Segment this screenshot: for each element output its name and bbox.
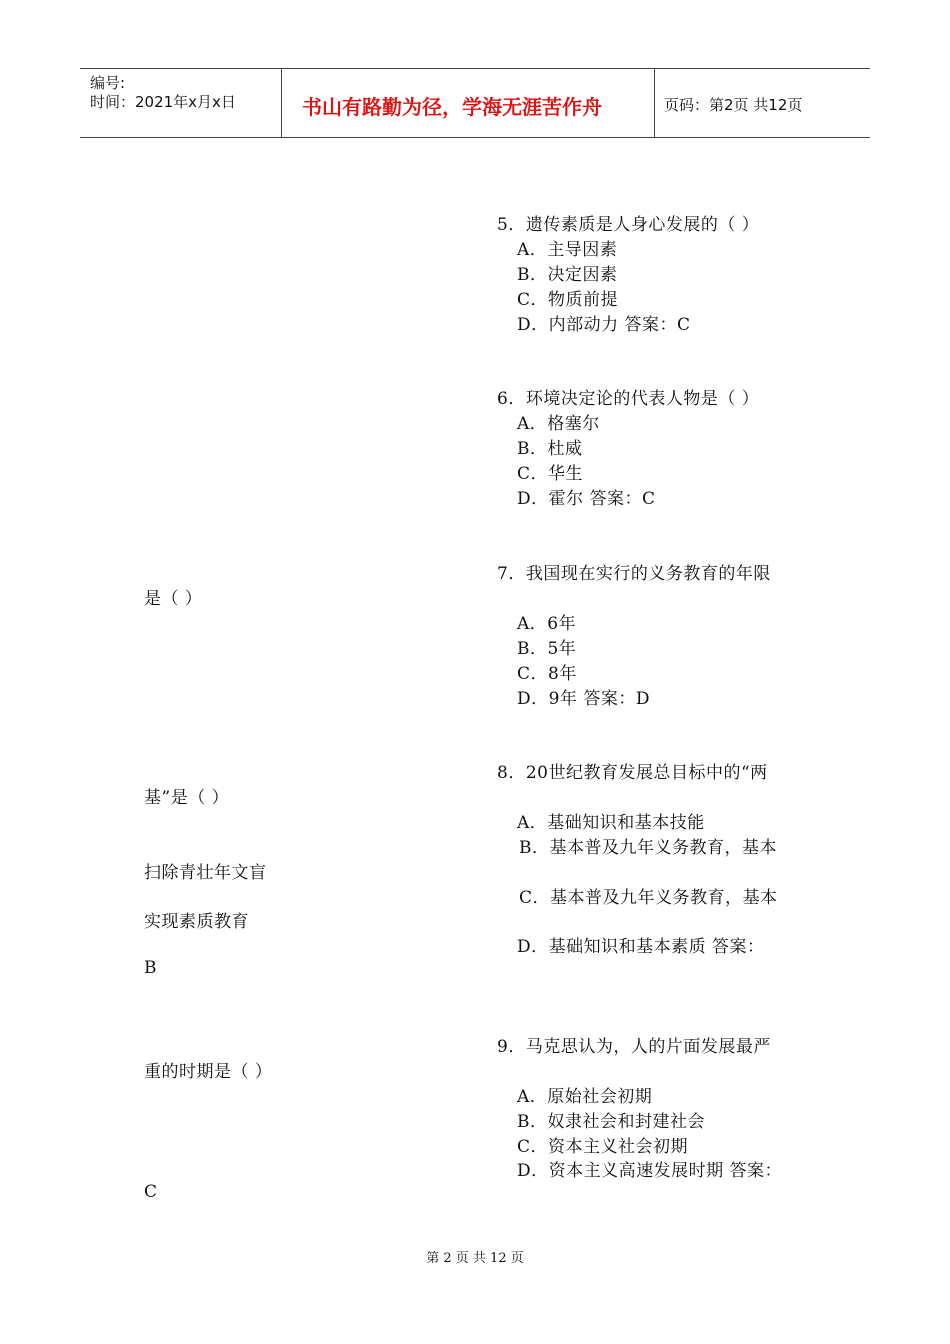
- question-6-stem: 6．环境决定论的代表人物是（ ）: [497, 389, 760, 409]
- doc-time-label: 时间：2021年x月x日: [90, 93, 236, 111]
- question-7-option-c: C．8年: [517, 664, 577, 684]
- question-6-option-b: B．杜威: [517, 439, 583, 459]
- page-header: [80, 68, 870, 138]
- question-9-stem: 9．马克思认为，人的片面发展最严: [497, 1037, 771, 1057]
- question-6-option-c: C．华生: [517, 464, 584, 484]
- question-8-option-d: D．基础知识和基本素质 答案：: [517, 937, 765, 957]
- question-7-stem-continued: 是（ ）: [144, 589, 203, 609]
- question-5-option-b: B．决定因素: [517, 265, 618, 285]
- question-8-answer: B: [144, 958, 157, 978]
- question-9-option-b: B．奴隶社会和封建社会: [517, 1112, 705, 1132]
- question-7-option-b: B．5年: [517, 639, 577, 659]
- question-9-option-d: D．资本主义高速发展时期 答案：: [517, 1161, 783, 1181]
- page-footer: 第 2 页 共 12 页: [426, 1251, 524, 1266]
- question-7-option-a: A．6年: [517, 614, 577, 634]
- question-8-option-c: C．基本普及九年义务教育，基本: [519, 888, 778, 908]
- question-8-option-b: B．基本普及九年义务教育，基本: [519, 838, 777, 858]
- question-5-stem: 5．遗传素质是人身心发展的（ ）: [497, 215, 760, 235]
- question-9-option-a: A．原始社会初期: [517, 1087, 653, 1107]
- question-8-note: 扫除青壮年文盲: [144, 863, 267, 883]
- question-5-option-d: D．内部动力 答案：C: [517, 315, 691, 335]
- doc-number-label: 编号:: [90, 74, 126, 92]
- question-8-stem: 8．20世纪教育发展总目标中的“两: [497, 763, 768, 783]
- header-divider: [281, 69, 282, 137]
- question-7-stem: 7．我国现在实行的义务教育的年限: [497, 564, 771, 584]
- question-8-note: 实现素质教育: [144, 912, 249, 932]
- question-5-option-a: A．主导因素: [517, 240, 618, 260]
- question-8-stem-continued: 基”是（ ）: [144, 788, 230, 808]
- page-indicator: 页码：第2页 共12页: [664, 96, 803, 114]
- question-5-option-c: C．物质前提: [517, 290, 619, 310]
- question-9-option-c: C．资本主义社会初期: [517, 1137, 689, 1157]
- question-6-option-a: A．格塞尔: [517, 414, 600, 434]
- question-6-option-d: D．霍尔 答案：C: [517, 489, 656, 509]
- question-9-answer: C: [144, 1182, 158, 1202]
- question-7-option-d: D．9年 答案：D: [517, 689, 650, 709]
- header-motto: 书山有路勤为径，学海无涯苦作舟: [302, 95, 602, 119]
- header-divider: [654, 69, 655, 137]
- question-9-stem-continued: 重的时期是（ ）: [144, 1062, 273, 1082]
- question-8-option-a: A．基础知识和基本技能: [517, 813, 705, 833]
